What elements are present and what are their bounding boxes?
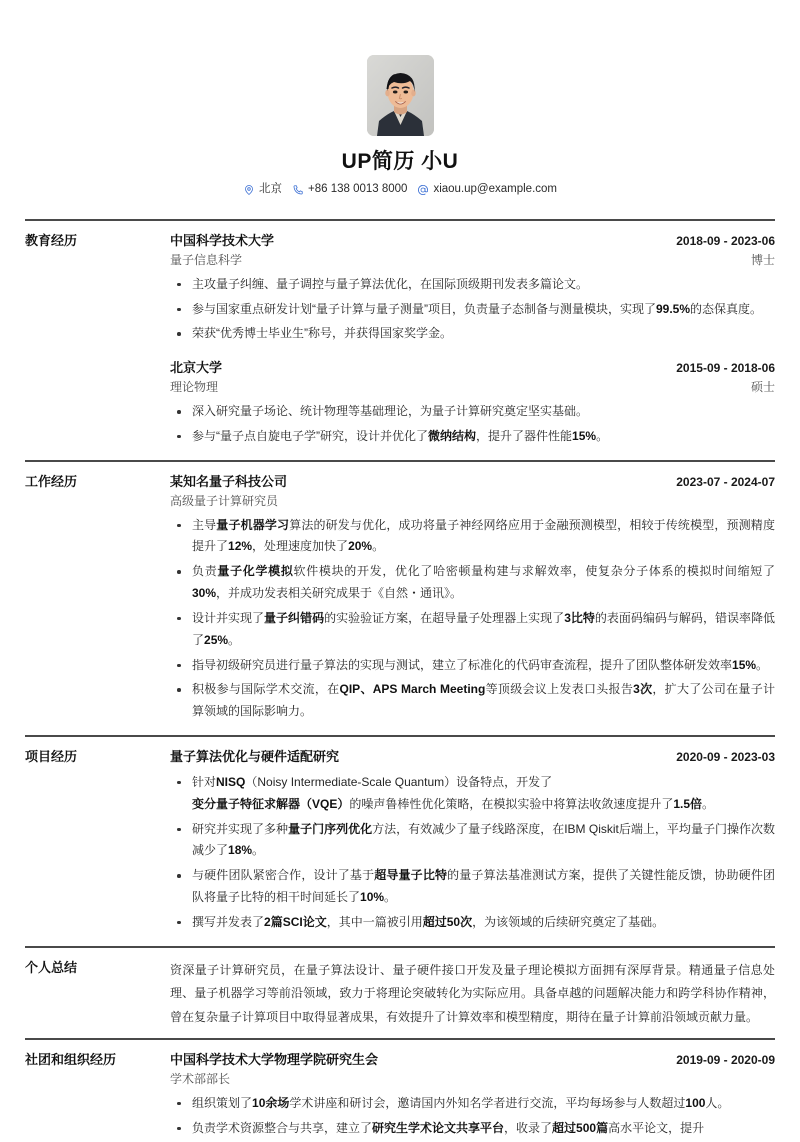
bullet-item: 参与国家重点研发计划“量子计算与量子测量”项目，负责量子态制备与测量模块，实现了99.5%的态保真度。 [170, 299, 775, 321]
entry-subtitle: 量子信息科学 [170, 252, 243, 267]
entry-degree: 硕士 [750, 380, 775, 395]
contact-row [25, 183, 775, 197]
bullet-item: 撰写并发表了2篇SCI论文，其中一篇被引用超过50次，为该领域的后续研究奠定了基础。 [170, 912, 775, 934]
entry-bullet-list [170, 274, 775, 345]
resume-header [25, 0, 775, 197]
entry-bullet-list [170, 401, 775, 448]
section-body [170, 959, 775, 1029]
entry-title: 北京大学 [170, 360, 223, 376]
section-body [170, 748, 775, 937]
resume-section [25, 1038, 775, 1142]
resume-entry [170, 473, 775, 723]
entry-subtitle-row [170, 1070, 775, 1088]
entry-bullet-list [170, 772, 775, 934]
entry-date: 2015-09 - 2018-06 [676, 361, 775, 376]
section-body [170, 473, 775, 726]
summary-text: 资深量子计算研究员，在量子算法设计、量子硬件接口开发及量子理论模拟方面拥有深厚背景。精通量子信息处理、量子机器学习等前沿领域，致力于将理论突破转化为实际应用。具备卓越的问题解决能力和跨学科协作精神，曾在复杂量子计算项目中取得显著成果，有效提升了计算效率和模型精度，期待在量子计算前沿领域贡献力量。 [170, 962, 775, 1024]
entry-title: 中国科学技术大学物理学院研究生会 [170, 1051, 379, 1067]
entry-date: 2018-09 - 2023-06 [676, 233, 775, 248]
contact-phone [292, 183, 407, 197]
resume-section [25, 735, 775, 946]
contact-location-text: 北京 [259, 183, 282, 196]
section-label: 个人总结 [25, 959, 78, 975]
contact-phone-text: +86 138 0013 8000 [308, 183, 408, 196]
bullet-item: 指导初级研究员进行量子算法的实现与测试，建立了标准化的代码审查流程，提升了团队整体研发效率15%。 [170, 655, 775, 677]
section-label: 社团和组织经历 [25, 1051, 117, 1067]
entry-title-row [170, 473, 775, 492]
section-label: 项目经历 [25, 749, 78, 765]
resume-section [25, 460, 775, 735]
entry-title-row [170, 748, 775, 767]
resume-entry [170, 359, 775, 448]
section-label: 工作经历 [25, 473, 78, 489]
entry-subtitle: 学术部部长 [170, 1071, 231, 1086]
entry-title: 某知名量子科技公司 [170, 473, 288, 489]
bullet-item: 参与“量子点自旋电子学”研究，设计并优化了微纳结构，提升了器件性能15%。 [170, 426, 775, 448]
bullet-item: 研究并实现了多种量子门序列优化方法，有效减少了量子线路深度，在IBM Qiskit后端上，平均量子门操作次数减少了18%。 [170, 819, 775, 863]
entry-subtitle-row [170, 251, 775, 269]
section-label: 教育经历 [25, 232, 78, 248]
email-at-icon [417, 184, 429, 196]
entry-title: 量子算法优化与硬件适配研究 [170, 749, 340, 765]
contact-email-text: xiaou.up@example.com [433, 183, 557, 196]
entry-subtitle: 高级量子计算研究员 [170, 493, 279, 508]
section-body [170, 1051, 775, 1142]
entry-title-row [170, 1051, 775, 1070]
bullet-item: 主攻量子纠缠、量子调控与量子算法优化，在国际顶级期刊发表多篇论文。 [170, 274, 775, 296]
bullet-item: 负责学术资源整合与共享，建立了研究生学术论文共享平台，收录了超过500篇高水平论文，提升 [170, 1118, 775, 1140]
bullet-item: 积极参与国际学术交流，在QIP、APS March Meeting等顶级会议上发表口头报告3次，扩大了公司在量子计算领域的国际影响力。 [170, 679, 775, 723]
bullet-item: 组织策划了10余场学术讲座和研讨会，邀请国内外知名学者进行交流，平均每场参与人数超过100人。 [170, 1093, 775, 1115]
section-body [170, 232, 775, 451]
entry-date: 2019-09 - 2020-09 [676, 1052, 775, 1067]
resume-section [25, 946, 775, 1038]
entry-title: 中国科学技术大学 [170, 232, 275, 248]
entry-bullet-list [170, 1093, 775, 1140]
contact-location [243, 183, 282, 197]
entry-bullet-list [170, 515, 775, 723]
resume-entry [170, 1051, 775, 1140]
entry-date: 2020-09 - 2023-03 [676, 750, 775, 765]
resume-entry [170, 232, 775, 345]
bullet-item: 深入研究量子场论、统计物理等基础理论，为量子计算研究奠定坚实基础。 [170, 401, 775, 423]
bullet-item: 负责量子化学模拟软件模块的开发，优化了哈密顿量构建与求解效率，使复杂分子体系的模拟时间缩短了30%，并成功发表相关研究成果于《自然・通讯》。 [170, 561, 775, 605]
location-pin-icon [243, 184, 255, 196]
entry-title-row [170, 359, 775, 378]
person-name: UP简历 小U [341, 150, 459, 173]
resume-sections [25, 219, 775, 1142]
bullet-item: 荣获“优秀博士毕业生”称号，并获得国家奖学金。 [170, 323, 775, 345]
resume-section [25, 219, 775, 460]
bullet-item: 与硬件团队紧密合作，设计了基于超导量子比特的量子算法基准测试方案，提供了关键性能反馈，协助硬件团队将量子比特的相干时间延长了10%。 [170, 865, 775, 909]
entry-title-row [170, 232, 775, 251]
bullet-item: 针对NISQ（Noisy Intermediate-Scale Quantum）设备特点，开发了 变分量子特征求解器（VQE）的噪声鲁棒性优化策略，在模拟实验中将算法收敛速度提升了1.5倍。 [170, 772, 775, 816]
contact-email [417, 183, 557, 197]
bullet-item: 设计并实现了量子纠错码的实验验证方案，在超导量子处理器上实现了3比特的表面码编码与解码，错误率降低了25%。 [170, 608, 775, 652]
entry-degree: 博士 [750, 252, 775, 267]
entry-subtitle: 理论物理 [170, 380, 219, 395]
bullet-item: 主导量子机器学习算法的研发与优化，成功将量子神经网络应用于金融预测模型，相较于传统模型，预测精度提升了12%，处理速度加快了20%。 [170, 515, 775, 559]
avatar [367, 55, 434, 136]
entry-subtitle-row [170, 492, 775, 510]
entry-date: 2023-07 - 2024-07 [676, 474, 775, 489]
phone-icon [292, 184, 304, 196]
resume-entry [170, 748, 775, 934]
entry-subtitle-row [170, 378, 775, 396]
